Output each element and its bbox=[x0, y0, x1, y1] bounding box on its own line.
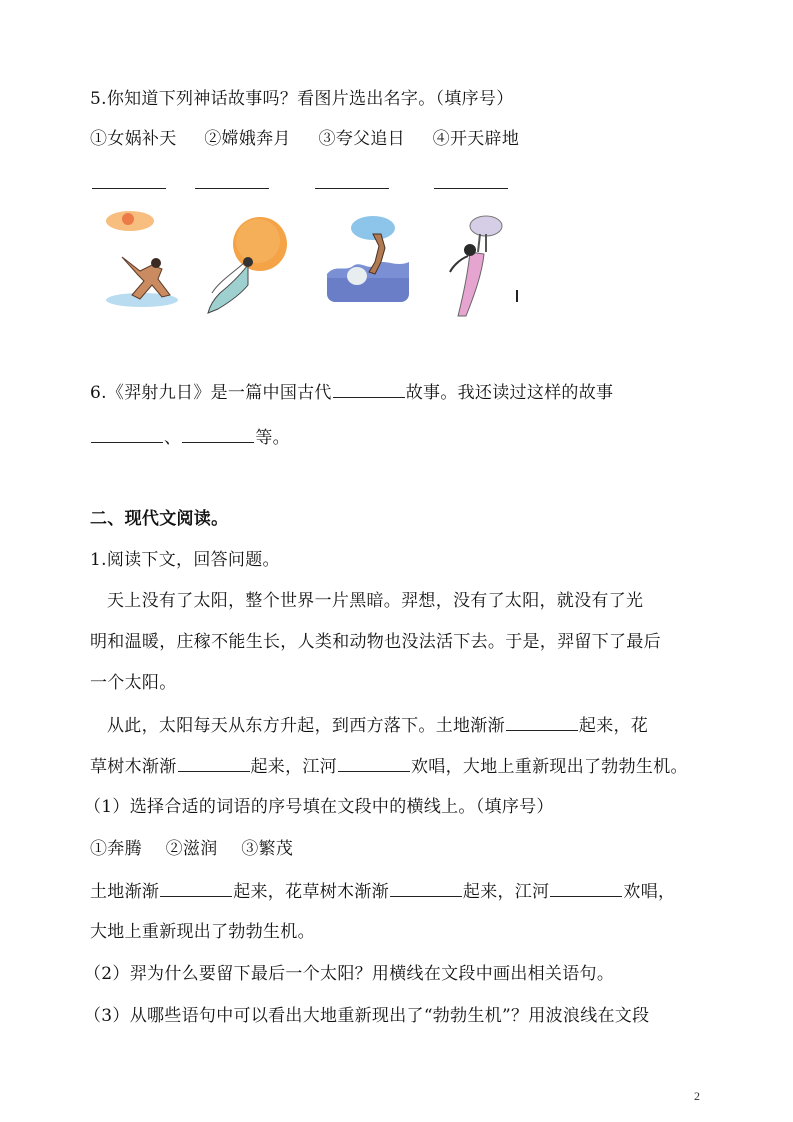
passage-para1-line3: 一个太阳。 bbox=[90, 673, 177, 693]
passage-para1-line2: 明和温暖，庄稼不能生长，人类和动物也没法活下去。于是，羿留下了最后 bbox=[90, 632, 661, 652]
sub-question-2-prompt: （2）羿为什么要留下最后一个太阳？用横线在文段中画出相关语句。 bbox=[84, 964, 615, 984]
q5-blank-4[interactable] bbox=[434, 172, 508, 189]
fill-line-2: 大地上重新现出了勃勃生机。 bbox=[90, 922, 315, 942]
passage-para2-line1 bbox=[107, 714, 648, 737]
q6-text-end: 等。 bbox=[255, 428, 290, 448]
kuafu-chasing-sun-illustration bbox=[100, 205, 180, 310]
passage-blank-1[interactable] bbox=[506, 714, 578, 731]
q5-blank-1[interactable] bbox=[92, 172, 166, 189]
word-option-1: ①奔腾 bbox=[90, 839, 142, 859]
sub-question-1-options bbox=[90, 838, 315, 860]
q6-separator: 、 bbox=[164, 428, 182, 448]
passage-para1-line1: 天上没有了太阳，整个世界一片黑暗。羿想，没有了太阳，就没有了光 bbox=[107, 591, 644, 611]
section-heading: 二、现代文阅读。 bbox=[90, 509, 229, 529]
passage-blank-2[interactable] bbox=[178, 755, 250, 772]
fill-text: 土地渐渐 bbox=[90, 882, 160, 902]
fill-text: 欢唱， bbox=[623, 882, 676, 902]
passage-text: 从此，太阳每天从东方升起，到西方落下。土地渐渐 bbox=[107, 716, 505, 736]
q6-blank-story-1[interactable] bbox=[91, 426, 163, 443]
fill-text: 起来，花草树木渐渐 bbox=[233, 882, 389, 902]
q6-blank-story-2[interactable] bbox=[182, 426, 254, 443]
q5-answer-blanks bbox=[91, 172, 509, 195]
passage-text: 欢唱，大地上重新现出了勃勃生机。 bbox=[411, 757, 688, 777]
change-flying-to-moon-illustration bbox=[200, 215, 295, 320]
q6-line-1 bbox=[90, 381, 613, 404]
q5-blank-2[interactable] bbox=[195, 172, 269, 189]
word-option-2: ②滋润 bbox=[165, 839, 218, 859]
q6-text-b: 故事。我还读过这样的故事 bbox=[405, 383, 614, 403]
q6-text-a: 6.《羿射九日》是一篇中国古代 bbox=[90, 383, 332, 403]
nuwa-mending-sky-illustration bbox=[440, 212, 520, 322]
q5-option-3: ③夸父追日 bbox=[318, 129, 405, 149]
page-number: 2 bbox=[694, 1089, 700, 1103]
q5-option-4: ④开天辟地 bbox=[432, 129, 520, 149]
word-option-3: ③繁茂 bbox=[241, 839, 294, 859]
fill-text: 起来，江河 bbox=[462, 882, 550, 902]
fill-blank-3[interactable] bbox=[550, 880, 622, 897]
passage-blank-3[interactable] bbox=[338, 755, 410, 772]
sub-question-1-prompt: （1）选择合适的词语的序号填在文段中的横线上。（填序号） bbox=[84, 797, 554, 817]
question-1-prompt: 1.阅读下文，回答问题。 bbox=[90, 550, 280, 570]
passage-text: 起来，江河 bbox=[250, 757, 337, 777]
q6-line-2 bbox=[90, 426, 290, 449]
fill-line-1 bbox=[90, 880, 675, 903]
q5-prompt: 5.你知道下列神话故事吗？看图片选出名字。（填序号） bbox=[90, 89, 514, 109]
q5-options bbox=[90, 128, 541, 150]
passage-para2-line2 bbox=[90, 755, 688, 778]
passage-text: 草树木渐渐 bbox=[90, 757, 177, 777]
q5-option-1: ①女娲补天 bbox=[90, 129, 177, 149]
pangu-splitting-heaven-earth-illustration bbox=[325, 212, 415, 304]
fill-blank-2[interactable] bbox=[390, 880, 462, 897]
fill-blank-1[interactable] bbox=[160, 880, 232, 897]
passage-text: 起来，花 bbox=[578, 716, 649, 736]
q5-blank-3[interactable] bbox=[315, 172, 389, 189]
sub-question-3-prompt: （3）从哪些语句中可以看出大地重新现出了“勃勃生机”？用波浪线在文段 bbox=[84, 1006, 650, 1026]
q5-option-2: ②嫦娥奔月 bbox=[204, 129, 291, 149]
q6-blank-genre[interactable] bbox=[333, 381, 405, 398]
